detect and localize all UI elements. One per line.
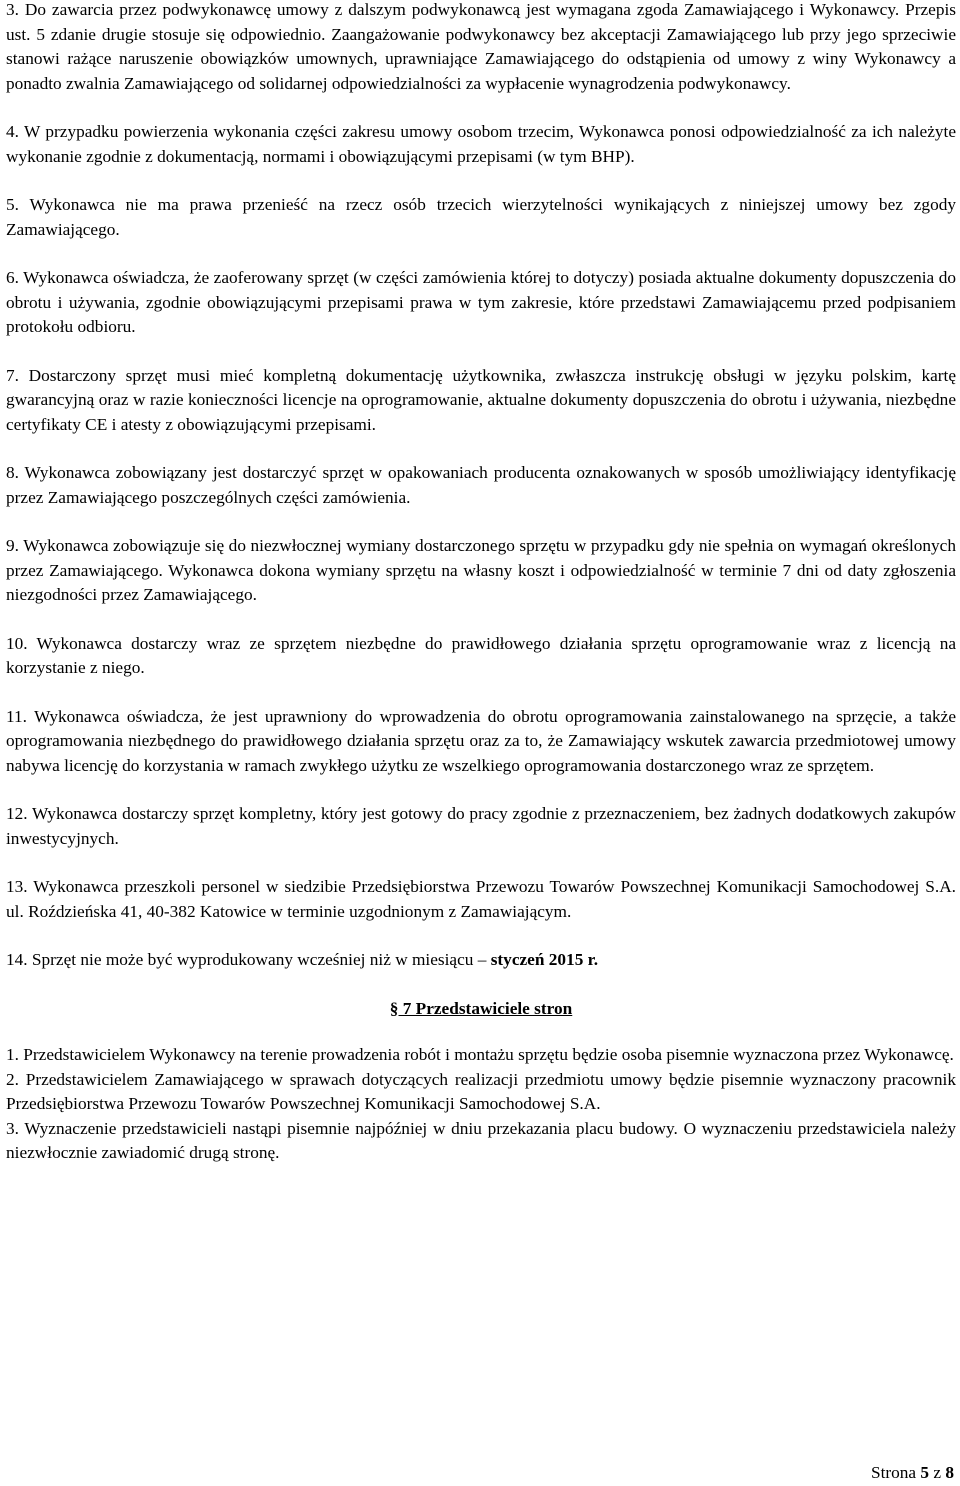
page-number-middle: z <box>929 1463 946 1482</box>
document-page <box>6 0 956 1166</box>
paragraph-14 <box>6 948 956 973</box>
section7-item-1: 1. Przedstawicielem Wykonawcy na terenie prowadzenia robót i montażu sprzętu będzie osoba pisemnie wyznaczona przez Wykonawcę. <box>6 1045 954 1064</box>
paragraph-8: 8. Wykonawca zobowiązany jest dostarczyć sprzęt w opakowaniach producenta oznakowanych w sposób umożliwiający identyfikację przez Zamawiającego poszczególnych części zamówienia. <box>6 463 956 507</box>
paragraph-9: 9. Wykonawca zobowiązuje się do niezwłocznej wymiany dostarczonego sprzętu w przypadku gdy nie spełnia on wymagań określonych przez Zamawiającego. Wykonawca dokona wymiany sprzętu na własny koszt i odpowiedzialność w terminie 7 dni od daty zgłoszenia niezgodności przez Zamawiającego. <box>6 536 956 604</box>
paragraph-4: 4. W przypadku powierzenia wykonania części zakresu umowy osobom trzecim, Wykonawca ponosi odpowiedzialność za ich należyte wykonanie zgodnie z dokumentacją, normami i obowiązującymi przepisami (w tym BHP). <box>6 122 956 166</box>
paragraph-5: 5. Wykonawca nie ma prawa przenieść na rzecz osób trzecich wierzytelności wynikających z niniejszej umowy bez zgody Zamawiającego. <box>6 195 956 239</box>
paragraph-3: 3. Do zawarcia przez podwykonawcę umowy z dalszym podwykonawcą jest wymagana zgoda Zamawiającego i Wykonawcy. Przepis ust. 5 zdanie drugie stosuje się odpowiednio. Zaangażowanie podwykonawcy bez akceptacji Zamawiającego lub przy jego sprzeciwie stanowi rażące naruszenie obowiązków umownych, uprawniające Zamawiającego do odstąpienia od umowy z winy Wykonawcy a ponadto zwalnia Zamawiającego od solidarnej odpowiedzialności za wypłacenie wynagrodzenia podwykonawcy. <box>6 0 956 93</box>
paragraph-12: 12. Wykonawca dostarczy sprzęt kompletny, który jest gotowy do pracy zgodnie z przeznaczeniem, bez żadnych dodatkowych zakupów inwestycyjnych. <box>6 804 956 848</box>
section7-item-2: 2. Przedstawicielem Zamawiającego w sprawach dotyczących realizacji przedmiotu umowy będzie pisemnie wyznaczony pracownik Przedsiębiorstwa Przewozu Towarów Powszechnej Komunikacji Samochodowej S.A. <box>6 1069 956 1113</box>
section-heading: § 7 Przedstawiciele stron <box>389 998 573 1018</box>
page-number-current: 5 <box>920 1463 930 1482</box>
page-number-total: 8 <box>945 1463 954 1482</box>
paragraph-10: 10. Wykonawca dostarczy wraz ze sprzętem niezbędne do prawidłowego działania sprzętu oprogramowanie wraz z licencją na korzystanie z niego. <box>6 633 956 677</box>
paragraph-13: 13. Wykonawca przeszkoli personel w siedzibie Przedsiębiorstwa Przewozu Towarów Powszechnej Komunikacji Samochodowej S.A. ul. Roździeńska 41, 40-382 Katowice w terminie uzgodnionym z Zamawiającym. <box>6 877 956 921</box>
page-number-prefix: Strona <box>870 1463 921 1482</box>
paragraph-11: 11. Wykonawca oświadcza, że jest uprawniony do wprowadzenia do obrotu oprogramowania zainstalowanego na sprzęcie, a także oprogramowania niezbędnego do prawidłowego działania sprzętu oraz za to, że Zamawiający wskutek zawarcia przedmiotowej umowy nabywa licencję do korzystania w ramach zwykłego użytku ze wszelkiego oprogramowania dostarczonego wraz ze sprzętem. <box>6 706 956 775</box>
page-number <box>871 1462 954 1484</box>
section7-item-3: 3. Wyznaczenie przedstawicieli nastąpi pisemnie najpóźniej w dniu przekazania placu budowy. O wyznaczeniu przedstawiciela należy niezwłocznie zawiadomić drugą stronę. <box>6 1118 956 1162</box>
paragraph-14-text: 14. Sprzęt nie może być wyprodukowany wcześniej niż w miesiącu – <box>6 950 491 969</box>
paragraph-14-date: styczeń 2015 r. <box>490 950 599 969</box>
paragraph-7: 7. Dostarczony sprzęt musi mieć kompletną dokumentację użytkownika, zwłaszcza instrukcję obsługi w języku polskim, kartę gwarancyjną oraz w razie konieczności licencje na oprogramowanie, aktualne dokumenty dopuszczenia do obrotu i używania, niezbędne certyfikaty CE i atesty z obowiązującymi przepisami. <box>6 365 956 434</box>
paragraph-6: 6. Wykonawca oświadcza, że zaoferowany sprzęt (w części zamówienia której to dotyczy) posiada aktualne dokumenty dopuszczenia do obrotu i używania, zgodnie obowiązującymi przepisami prawa w tym zakresie, które przedstawi Zamawiającemu przed podpisaniem protokołu odbioru. <box>6 268 956 336</box>
